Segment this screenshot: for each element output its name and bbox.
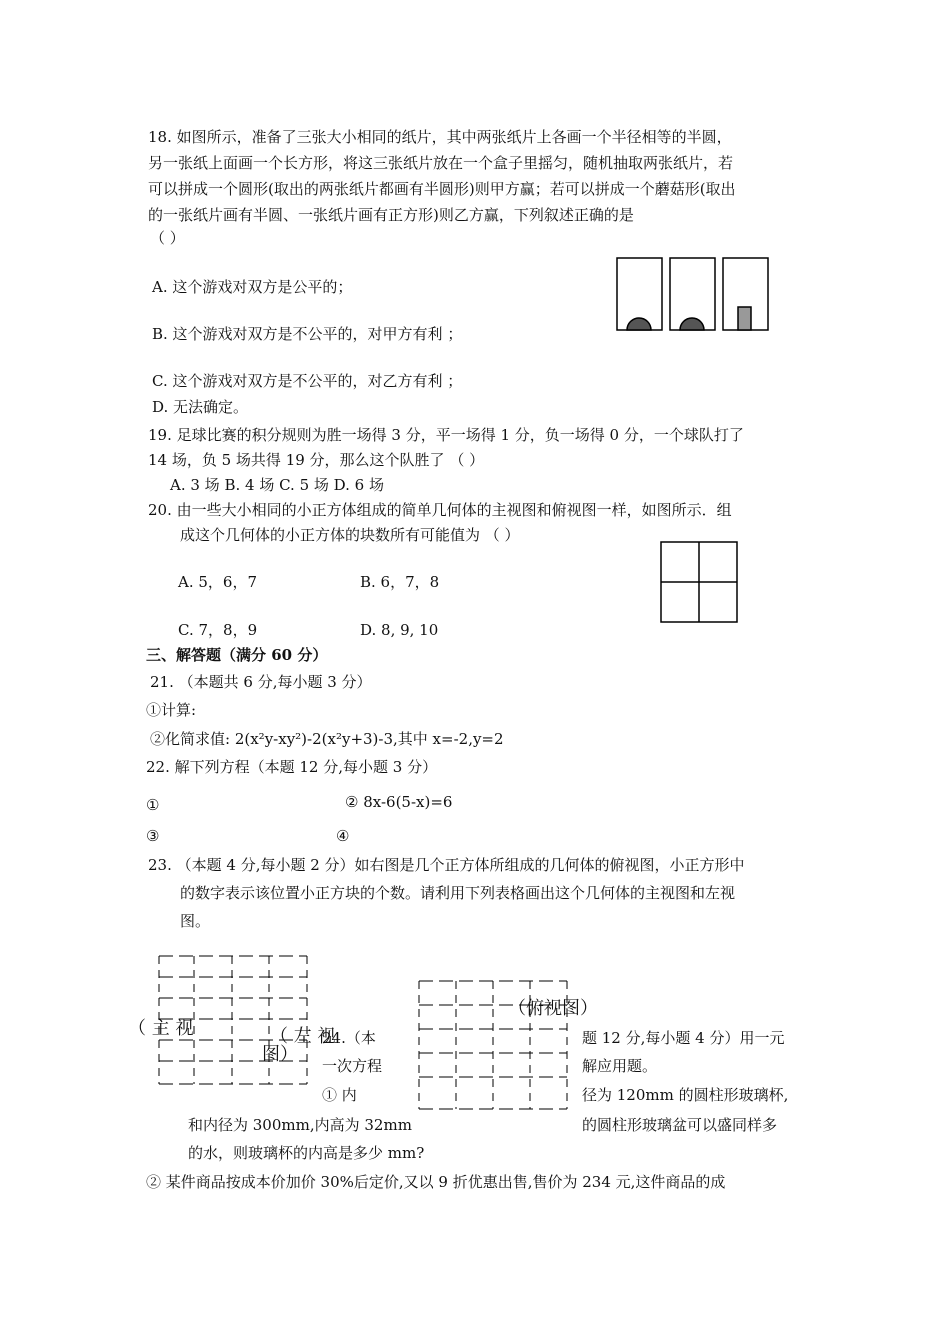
q18-option-a: A. 这个游戏对双方是公平的； bbox=[152, 278, 353, 296]
q24-frag6: 径为 120mm 的圆柱形玻璃杯, bbox=[582, 1086, 789, 1104]
q24-frag2: 题 12 分,每小题 4 分）用一元 bbox=[582, 1029, 785, 1047]
q23-line1: 23. （本题 4 分,每小题 2 分）如右图是几个正方体所组成的几何体的俯视图，小正方形中 bbox=[148, 856, 745, 874]
q18-cards-figure bbox=[615, 256, 775, 334]
q20-line2: 成这个几何体的小正方体的块数所有可能值为 （ ） bbox=[180, 526, 520, 544]
left-view-label: （ 左 视 bbox=[270, 1026, 336, 1047]
q21-item1: ①计算: bbox=[146, 701, 197, 719]
q18-bracket: （ ） bbox=[150, 229, 185, 247]
q18-option-b: B. 这个游戏对双方是不公平的，对甲方有利 ； bbox=[152, 325, 463, 343]
q22-marker-1: ① bbox=[146, 796, 160, 814]
section3-title: 三、解答题（满分 60 分） bbox=[146, 646, 328, 664]
q24-frag9: 的水，则玻璃杯的内高是多少 mm? bbox=[188, 1144, 425, 1162]
left-view-grid bbox=[415, 975, 571, 1115]
card-rectangle bbox=[723, 258, 768, 330]
q20-view-figure bbox=[659, 540, 739, 624]
card-semicircle-1 bbox=[617, 258, 662, 330]
main-view-label-2: 图） bbox=[262, 1044, 298, 1065]
q20-option-a: A. 5，6，7 bbox=[178, 573, 257, 591]
q23-line3: 图。 bbox=[180, 912, 211, 930]
q22-marker-3: ③ bbox=[146, 827, 160, 845]
q18-line1: 18. 如图所示，准备了三张大小相同的纸片，其中两张纸片上各画一个半径相等的半圆， bbox=[148, 128, 732, 146]
q24-frag8: 的圆柱形玻璃盆可以盛同样多 bbox=[582, 1116, 778, 1134]
q22-head: 22. 解下列方程（本题 12 分,每小题 3 分） bbox=[146, 758, 438, 776]
q18-line4: 的一张纸片画有半圆、一张纸片画有正方形)则乙方赢，下列叙述正确的是 bbox=[148, 206, 634, 224]
q20-option-c: C. 7，8，9 bbox=[178, 621, 258, 639]
q19-options: A. 3 场 B. 4 场 C. 5 场 D. 6 场 bbox=[170, 476, 384, 494]
q22-marker-2: ② 8x-6(5-x)=6 bbox=[345, 793, 453, 811]
q21-item2: ②化简求值: 2(x²y-xy²)-2(x²y+3)-3,其中 x=-2,y=2 bbox=[150, 730, 504, 748]
top-view-label: （俯视图） bbox=[508, 998, 598, 1019]
q24-frag5: ① 内 bbox=[322, 1086, 357, 1104]
q21-head: 21. （本题共 6 分,每小题 3 分） bbox=[150, 673, 372, 691]
q18-line2: 另一张纸上面画一个长方形，将这三张纸片放在一个盒子里摇匀，随机抽取两张纸片，若 bbox=[148, 154, 734, 172]
card-semicircle-2 bbox=[670, 258, 715, 330]
q24-frag7: 和内径为 300mm,内高为 32mm bbox=[188, 1116, 412, 1134]
q23-line2: 的数字表示该位置小正方块的个数。请利用下列表格画出这个几何体的主视图和左视 bbox=[180, 884, 736, 902]
q19-line2: 14 场，负 5 场共得 19 分，那么这个队胜了 （ ） bbox=[148, 451, 485, 469]
q20-option-d: D. 8, 9, 10 bbox=[360, 621, 439, 639]
q20-line1: 20. 由一些大小相同的小正方体组成的简单几何体的主视图和俯视图一样，如图所示．组 bbox=[148, 501, 732, 519]
q24-frag3: 一次方程 bbox=[322, 1057, 383, 1075]
q18-option-d: D. 无法确定。 bbox=[152, 398, 249, 416]
q24-frag4: 解应用题。 bbox=[582, 1057, 658, 1075]
main-view-label: （ 主 视 bbox=[128, 1018, 194, 1039]
q24-frag1: 24.（本 bbox=[322, 1029, 376, 1047]
q20-option-b: B. 6，7，8 bbox=[360, 573, 440, 591]
q18-line3: 可以拼成一个圆形(取出的两张纸片都画有半圆形)则甲方赢；若可以拼成一个蘑菇形(取出 bbox=[148, 180, 736, 198]
q19-line1: 19. 足球比赛的积分规则为胜一场得 3 分，平一场得 1 分，负一场得 0 分，一个球队打了 bbox=[148, 426, 744, 444]
q24-item2: ② 某件商品按成本价加价 30%后定价,又以 9 折优惠出售,售价为 234 元,这件商品的成 bbox=[146, 1173, 726, 1191]
q22-marker-4: ④ bbox=[336, 827, 350, 845]
q18-option-c: C. 这个游戏对双方是不公平的，对乙方有利 ； bbox=[152, 372, 463, 390]
